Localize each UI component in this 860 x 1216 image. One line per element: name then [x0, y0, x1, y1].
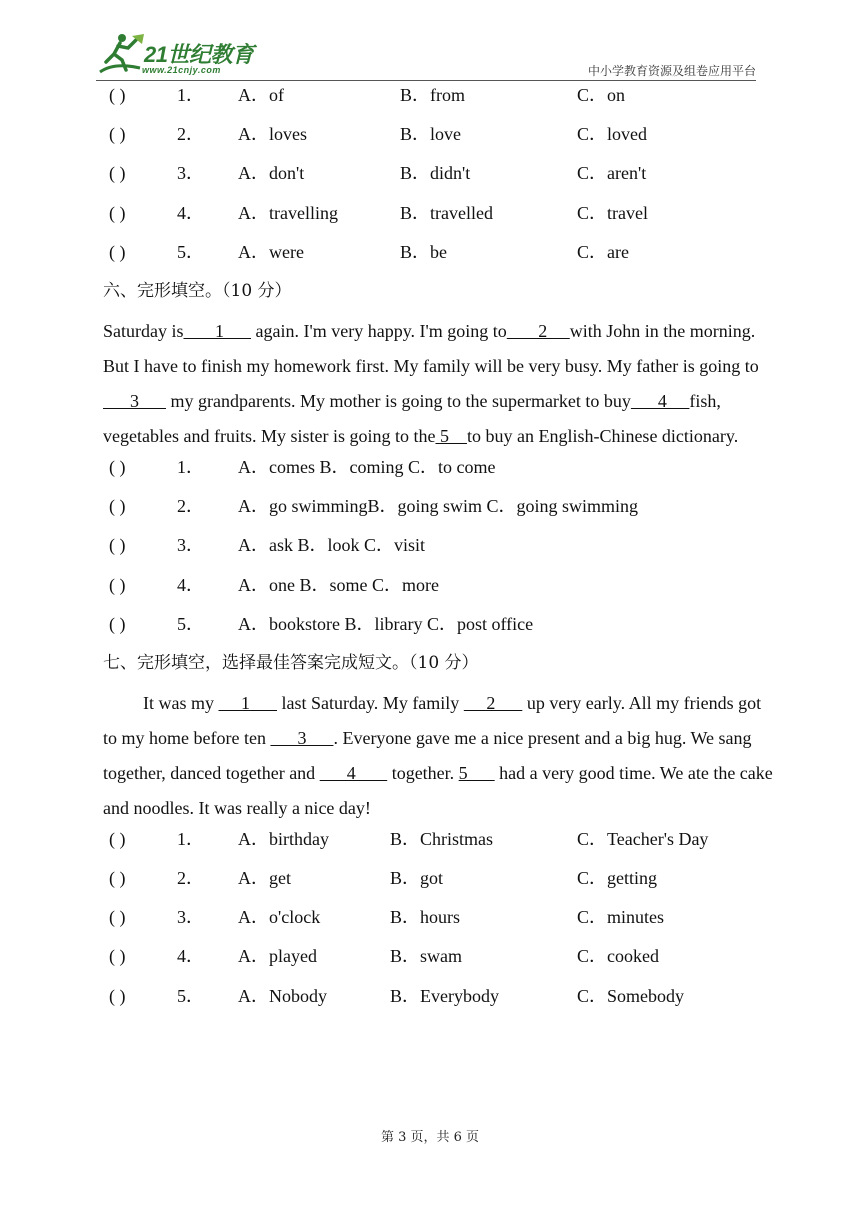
question-row	[103, 456, 773, 495]
option-c: C．cooked	[577, 946, 659, 967]
answer-blank[interactable]: ( )	[109, 241, 126, 262]
logo-url: www.21cnjy.com	[142, 65, 221, 75]
question-number: 1．	[177, 456, 204, 477]
option-b: B．got	[390, 868, 444, 889]
option-b: B．be	[400, 241, 447, 262]
passage-text: up very early. All my friends got to my home before ten	[103, 692, 762, 748]
blank-3: 3	[103, 390, 166, 411]
question-row	[103, 495, 773, 534]
blank-1: 1	[218, 692, 277, 713]
option-a: A．don't	[238, 163, 305, 184]
option-b: B．didn't	[400, 163, 471, 184]
question-row	[103, 828, 773, 867]
passage-text: fish, vegetables and fruits. My sister is going to the	[103, 390, 721, 446]
question-row	[103, 202, 773, 241]
section6-heading: 六、完形填空。（10 分）	[103, 280, 292, 301]
option-c: C．getting	[577, 868, 657, 889]
option-c: C．are	[577, 241, 629, 262]
blank-5: 5	[458, 762, 495, 783]
blank-4: 4	[630, 390, 690, 411]
blank-5: 5	[435, 425, 467, 446]
question-number: 1．	[177, 828, 204, 849]
answer-blank[interactable]: ( )	[109, 124, 126, 145]
answer-blank[interactable]: ( )	[109, 202, 126, 223]
question-row	[103, 574, 773, 613]
question-options: A．ask B．look C．visit	[238, 535, 426, 556]
section6-passage	[103, 314, 773, 454]
question-number: 4．	[177, 946, 204, 967]
passage-text: to buy an English-Chinese dictionary.	[466, 425, 739, 446]
question-row	[103, 906, 773, 945]
section7-questions	[103, 828, 773, 1024]
question-number: 3．	[177, 163, 204, 184]
answer-blank[interactable]: ( )	[109, 985, 126, 1006]
question-row	[103, 123, 773, 162]
option-c: C．loved	[577, 124, 647, 145]
question-options: A．comes B．coming C．to come	[238, 456, 496, 477]
option-b: B．swam	[390, 946, 462, 967]
passage-text: with John in the morning. But I have to finish my homework first. My family will be very busy. My father is going to	[103, 320, 759, 376]
option-b: B．Everybody	[390, 985, 499, 1006]
question-row	[103, 84, 773, 123]
option-a: A．Nobody	[238, 985, 327, 1006]
question-row	[103, 945, 773, 984]
option-b: B．love	[400, 124, 461, 145]
option-a: A．were	[238, 241, 304, 262]
answer-blank[interactable]: ( )	[109, 907, 126, 928]
question-options: A．go swimmingB．going swim C．going swimming	[238, 496, 639, 517]
answer-blank[interactable]: ( )	[109, 946, 126, 967]
blank-2: 2	[506, 320, 570, 341]
question-number: 4．	[177, 202, 204, 223]
option-b: B．hours	[390, 907, 461, 928]
option-a: A．of	[238, 85, 284, 105]
option-a: A．played	[238, 946, 317, 967]
page-number: 第 3 页，共 6 页	[380, 1130, 480, 1145]
question-number: 2．	[177, 496, 204, 517]
blank-4: 4	[319, 762, 388, 783]
blank-2: 2	[463, 692, 523, 713]
question-row	[103, 162, 773, 201]
blank-3: 3	[270, 727, 334, 748]
passage-text: again. I'm very happy. I'm going to	[251, 320, 507, 341]
question-number: 5．	[177, 241, 204, 262]
option-a: A．o'clock	[238, 907, 321, 928]
passage-text: together.	[387, 762, 459, 783]
option-b: B．from	[400, 85, 465, 105]
option-b: B．travelled	[400, 202, 493, 223]
question-row	[103, 613, 773, 652]
passage-text: . Everyone gave me a nice present and a big hug. We sang together, danced together and	[103, 727, 752, 783]
header-divider	[96, 80, 756, 81]
question-row	[103, 985, 773, 1024]
question-number: 3．	[177, 907, 204, 928]
option-a: A．loves	[238, 124, 307, 145]
question-options: A．one B．some C．more	[238, 574, 439, 595]
answer-blank[interactable]: ( )	[109, 574, 126, 595]
option-c: C．travel	[577, 202, 648, 223]
question-number: 4．	[177, 574, 204, 595]
answer-blank[interactable]: ( )	[109, 85, 126, 105]
section7-heading: 七、完形填空，选择最佳答案完成短文。（10 分）	[103, 652, 479, 673]
passage-text: had a very good time. We ate the cake and noodles. It was really a nice day!	[103, 762, 773, 818]
question-row	[103, 241, 773, 280]
option-a: A．get	[238, 868, 291, 889]
answer-blank[interactable]: ( )	[109, 496, 126, 517]
option-c: C．on	[577, 85, 626, 105]
question-row	[103, 867, 773, 906]
option-c: C．minutes	[577, 907, 665, 928]
blank-1: 1	[183, 320, 251, 341]
question-number: 3．	[177, 535, 204, 556]
option-c: C．aren't	[577, 163, 647, 184]
page-header	[0, 0, 860, 84]
option-a: A．travelling	[238, 202, 338, 223]
option-c: C．Teacher's Day	[577, 828, 709, 849]
question-number: 5．	[177, 613, 204, 634]
question-row	[103, 534, 773, 573]
answer-blank[interactable]: ( )	[109, 613, 126, 634]
section5-questions	[103, 84, 773, 280]
passage-text: Saturday is	[103, 320, 184, 341]
question-number: 2．	[177, 868, 204, 889]
question-number: 5．	[177, 985, 204, 1006]
page-content	[103, 84, 773, 1024]
passage-text: my grandparents. My mother is going to the supermarket to buy	[166, 390, 631, 411]
logo-text: 21世纪教育	[144, 42, 254, 67]
option-c: C．Somebody	[577, 985, 685, 1006]
answer-blank[interactable]: ( )	[109, 163, 126, 184]
runner-logo-icon	[92, 32, 148, 76]
answer-blank[interactable]: ( )	[109, 868, 126, 889]
passage-text: It was my	[143, 692, 219, 713]
question-number: 1．	[177, 85, 204, 105]
section7-passage	[103, 686, 773, 826]
question-options: A．bookstore B．library C．post office	[238, 613, 534, 634]
passage-text: last Saturday. My family	[277, 692, 464, 713]
option-a: A．birthday	[238, 828, 329, 849]
answer-blank[interactable]: ( )	[109, 456, 126, 477]
logo	[92, 32, 262, 80]
answer-blank[interactable]: ( )	[109, 828, 126, 849]
section6-questions	[103, 456, 773, 652]
question-number: 2．	[177, 124, 204, 145]
answer-blank[interactable]: ( )	[109, 535, 126, 556]
platform-name: 中小学教育资源及组卷应用平台	[587, 64, 756, 78]
option-b: B．Christmas	[390, 828, 494, 849]
